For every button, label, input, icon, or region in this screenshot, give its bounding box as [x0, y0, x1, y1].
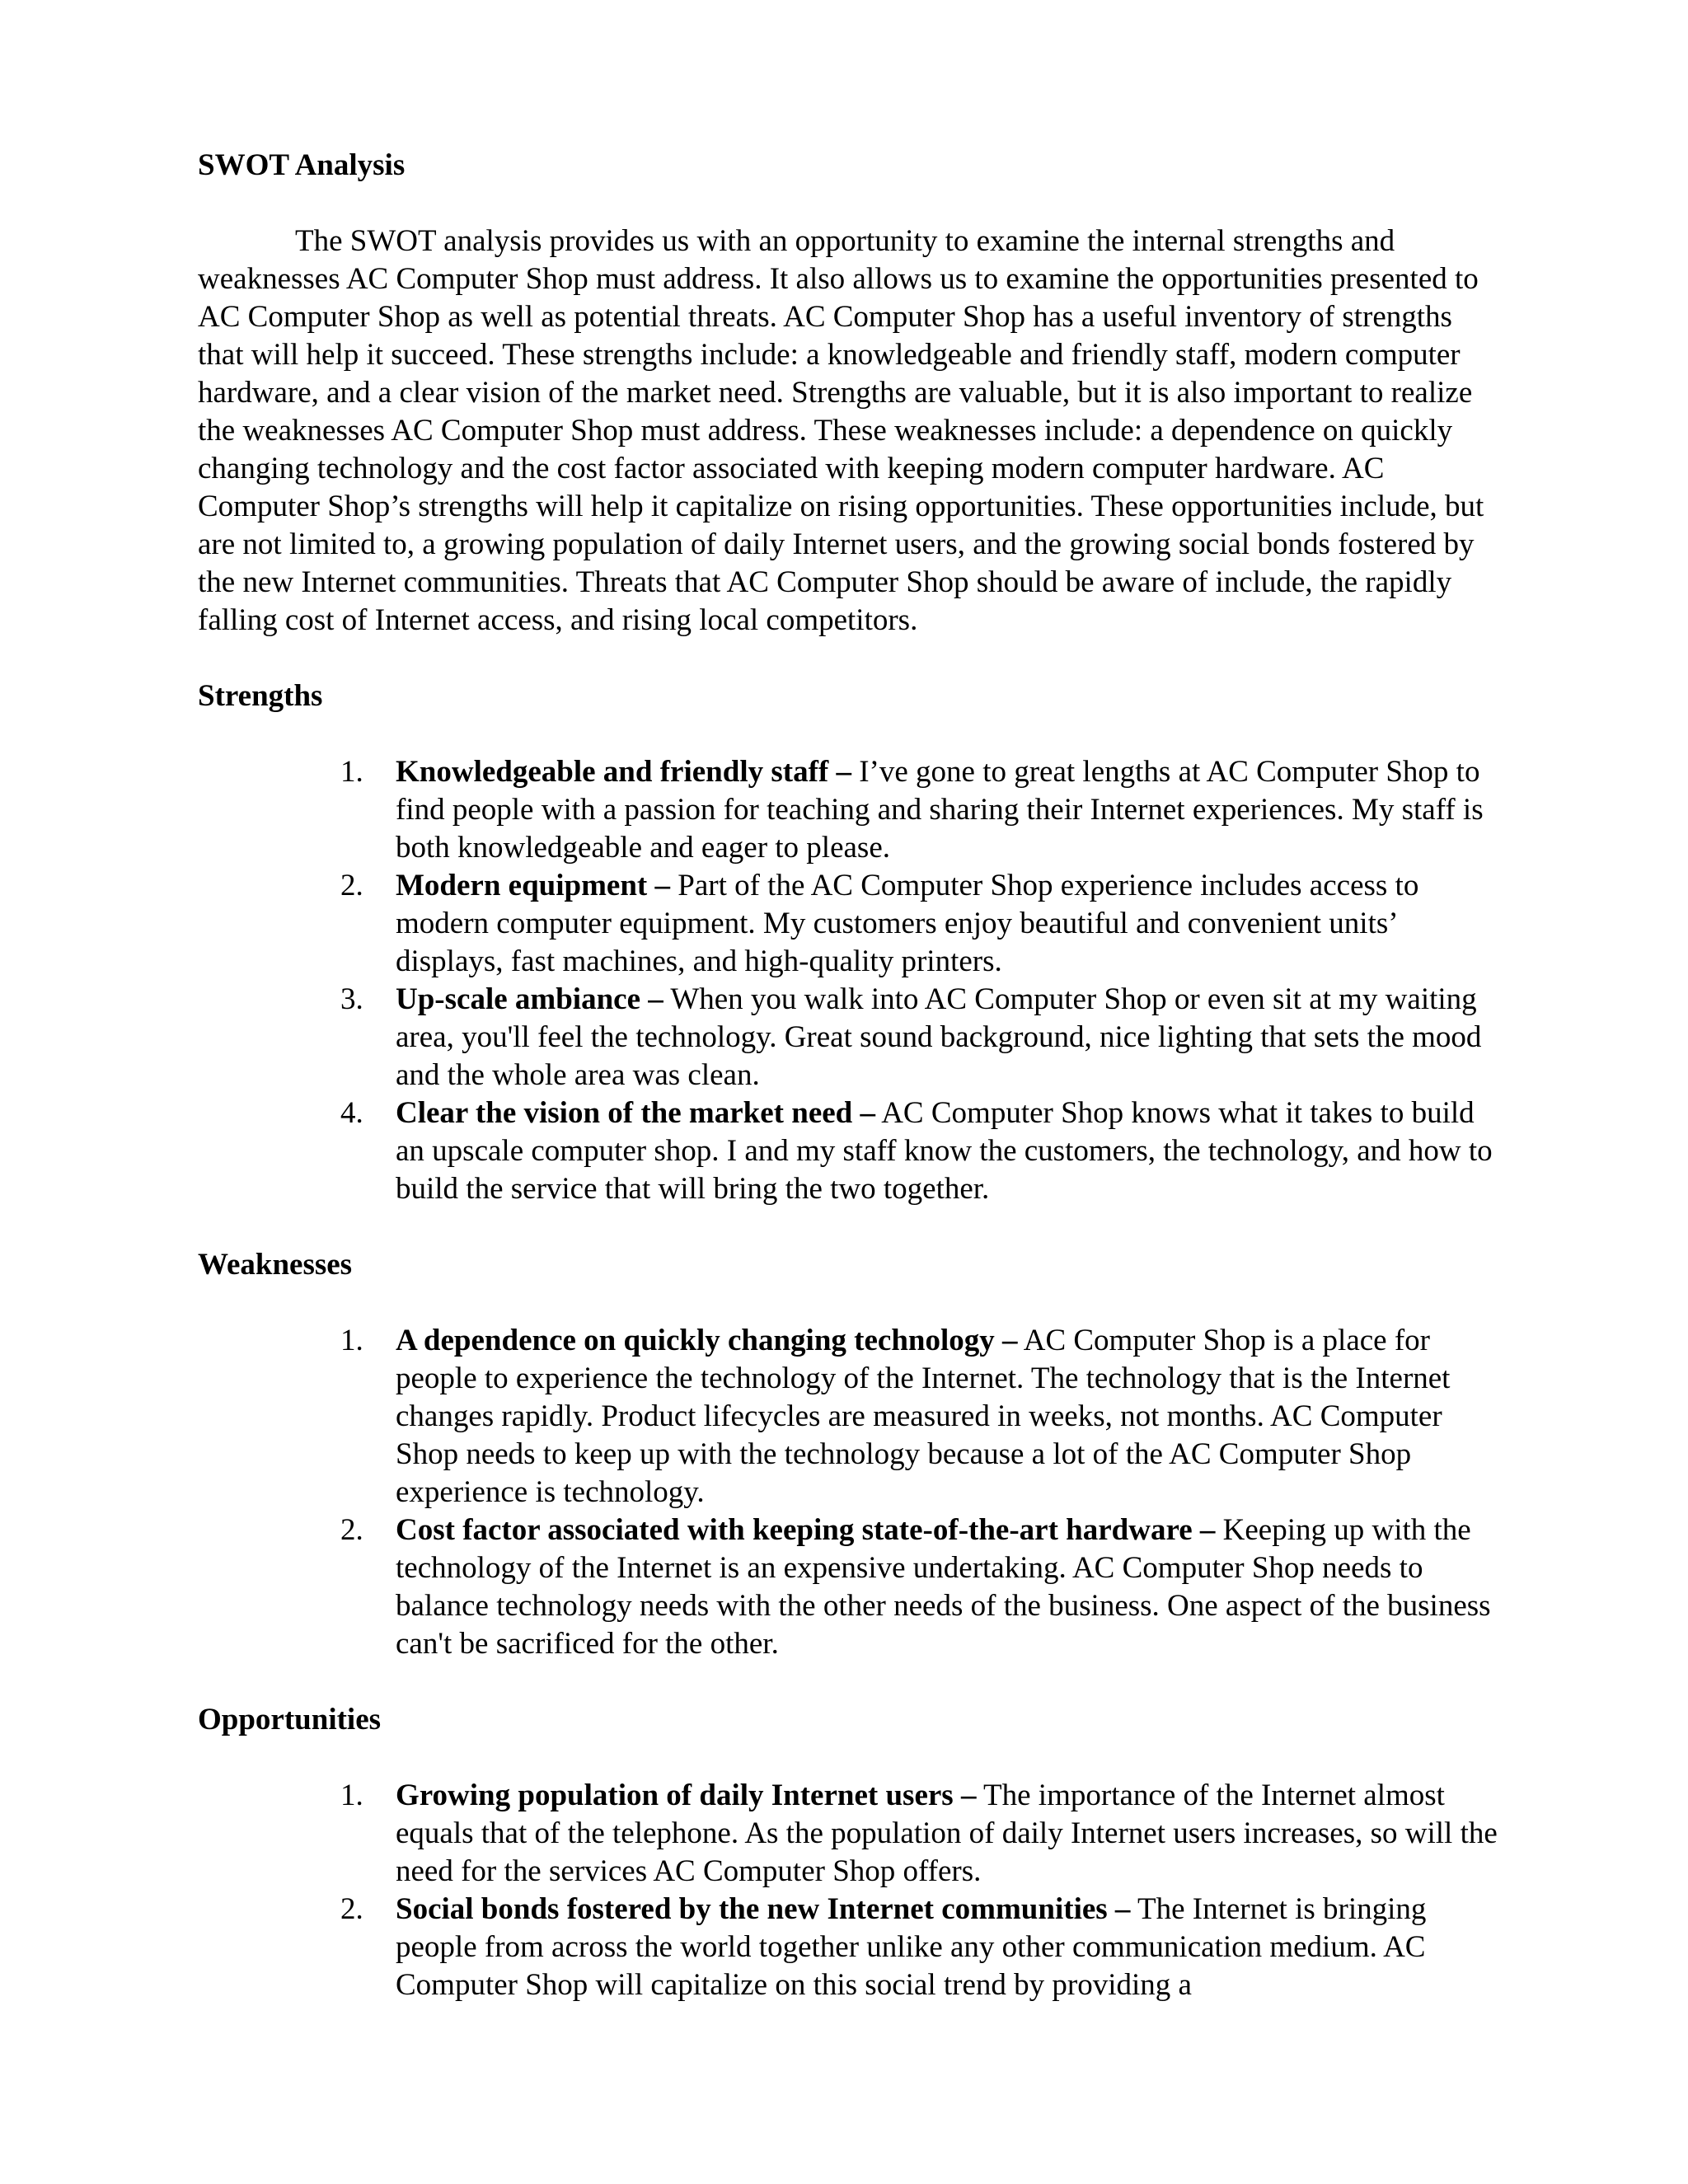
section-heading-weaknesses: Weaknesses	[198, 1248, 353, 1282]
list-item	[198, 1322, 1500, 1511]
item-number: 3.	[340, 982, 363, 1016]
intro-paragraph: The SWOT analysis provides us with an opportunity to examine the internal strengths and weaknesses AC Computer Shop must address. It also allows us to examine the opportunities presented to AC Computer Shop as well as potential threats. AC Computer Shop has a useful inventory of strengths that will help it succeed. These strengths include: a knowledgeable and friendly staff, modern computer hardware, and a clear vision of the market need. Strengths are valuable, but it is also important to realize the weaknesses AC Computer Shop must address. These weaknesses include: a dependence on quickly changing technology and the cost factor associated with keeping modern computer hardware. AC Computer Shop’s strengths will help it capitalize on rising opportunities. These opportunities include, but are not limited to, a growing population of daily Internet users, and the growing social bonds fostered by the new Internet communities. Threats that AC Computer Shop should be aware of include, the rapidly falling cost of Internet access, and rising local competitors.	[198, 224, 1484, 637]
item-number: 1.	[340, 1324, 363, 1357]
item-term: Cost factor associated with keeping state-of-the-art hardware –	[396, 1513, 1216, 1547]
item-number: 2.	[340, 869, 363, 902]
list-item	[198, 753, 1500, 867]
item-number: 4.	[340, 1096, 363, 1130]
item-text: AC Computer Shop knows what it takes to build an upscale computer shop. I and my staff know the customers, the technology, and how to build the service that will bring the two together.	[396, 1096, 1493, 1206]
document-title: SWOT Analysis	[198, 148, 406, 182]
item-term: Up-scale ambiance –	[396, 982, 663, 1016]
item-text: AC Computer Shop is a place for people to experience the technology of the Internet. The technology that is the Internet changes rapidly. Product lifecycles are measured in weeks, not months. AC Computer Shop needs to keep up with the technology because a lot of the AC Computer Shop experience is technology.	[396, 1324, 1451, 1509]
section-spacer	[198, 1663, 1500, 1701]
item-term: Growing population of daily Internet users –	[396, 1779, 977, 1812]
item-term: A dependence on quickly changing technology –	[396, 1324, 1018, 1357]
item-term: Social bonds fostered by the new Internet communities –	[396, 1892, 1131, 1926]
list-item	[198, 1094, 1500, 1208]
opportunities-list	[198, 1777, 1500, 2004]
strengths-list	[198, 753, 1500, 1208]
item-term: Modern equipment –	[396, 869, 670, 902]
list-item	[198, 867, 1500, 981]
item-text: Part of the AC Computer Shop experience includes access to modern computer equipment. My customers enjoy beautiful and convenient units’ displays, fast machines, and high-quality printers.	[396, 869, 1419, 978]
item-text: The Internet is bringing people from across the world together unlike any other communication medium. AC Computer Shop will capitalize on this social trend by providing a	[396, 1892, 1427, 2002]
section-heading-strengths: Strengths	[198, 679, 323, 713]
section-spacer	[198, 640, 1500, 677]
item-number: 2.	[340, 1513, 363, 1547]
item-number: 1.	[340, 755, 363, 789]
list-item	[198, 1777, 1500, 1891]
item-term: Knowledgeable and friendly staff –	[396, 755, 851, 789]
document-page	[198, 147, 1500, 2004]
item-text: I’ve gone to great lengths at AC Computer Shop to find people with a passion for teaching and sharing their Internet experiences. My staff is both knowledgeable and eager to please.	[396, 755, 1484, 865]
item-number: 2.	[340, 1892, 363, 1926]
list-item	[198, 1511, 1500, 1663]
section-heading-opportunities: Opportunities	[198, 1703, 382, 1736]
list-item	[198, 1891, 1500, 2004]
item-number: 1.	[340, 1779, 363, 1812]
list-item	[198, 981, 1500, 1094]
item-text: The importance of the Internet almost equals that of the telephone. As the population of daily Internet users increases, so will the need for the services AC Computer Shop offers.	[396, 1779, 1498, 1888]
item-term: Clear the vision of the market need –	[396, 1096, 875, 1130]
item-text: When you walk into AC Computer Shop or even sit at my waiting area, you'll feel the technology. Great sound background, nice lighting that sets the mood and the whole area was clean.	[396, 982, 1482, 1092]
item-text: Keeping up with the technology of the Internet is an expensive undertaking. AC Computer Shop needs to balance technology needs with the other needs of the business. One aspect of the business can't be sacrificed for the other.	[396, 1513, 1491, 1661]
weaknesses-list	[198, 1322, 1500, 1663]
section-spacer	[198, 1208, 1500, 1246]
